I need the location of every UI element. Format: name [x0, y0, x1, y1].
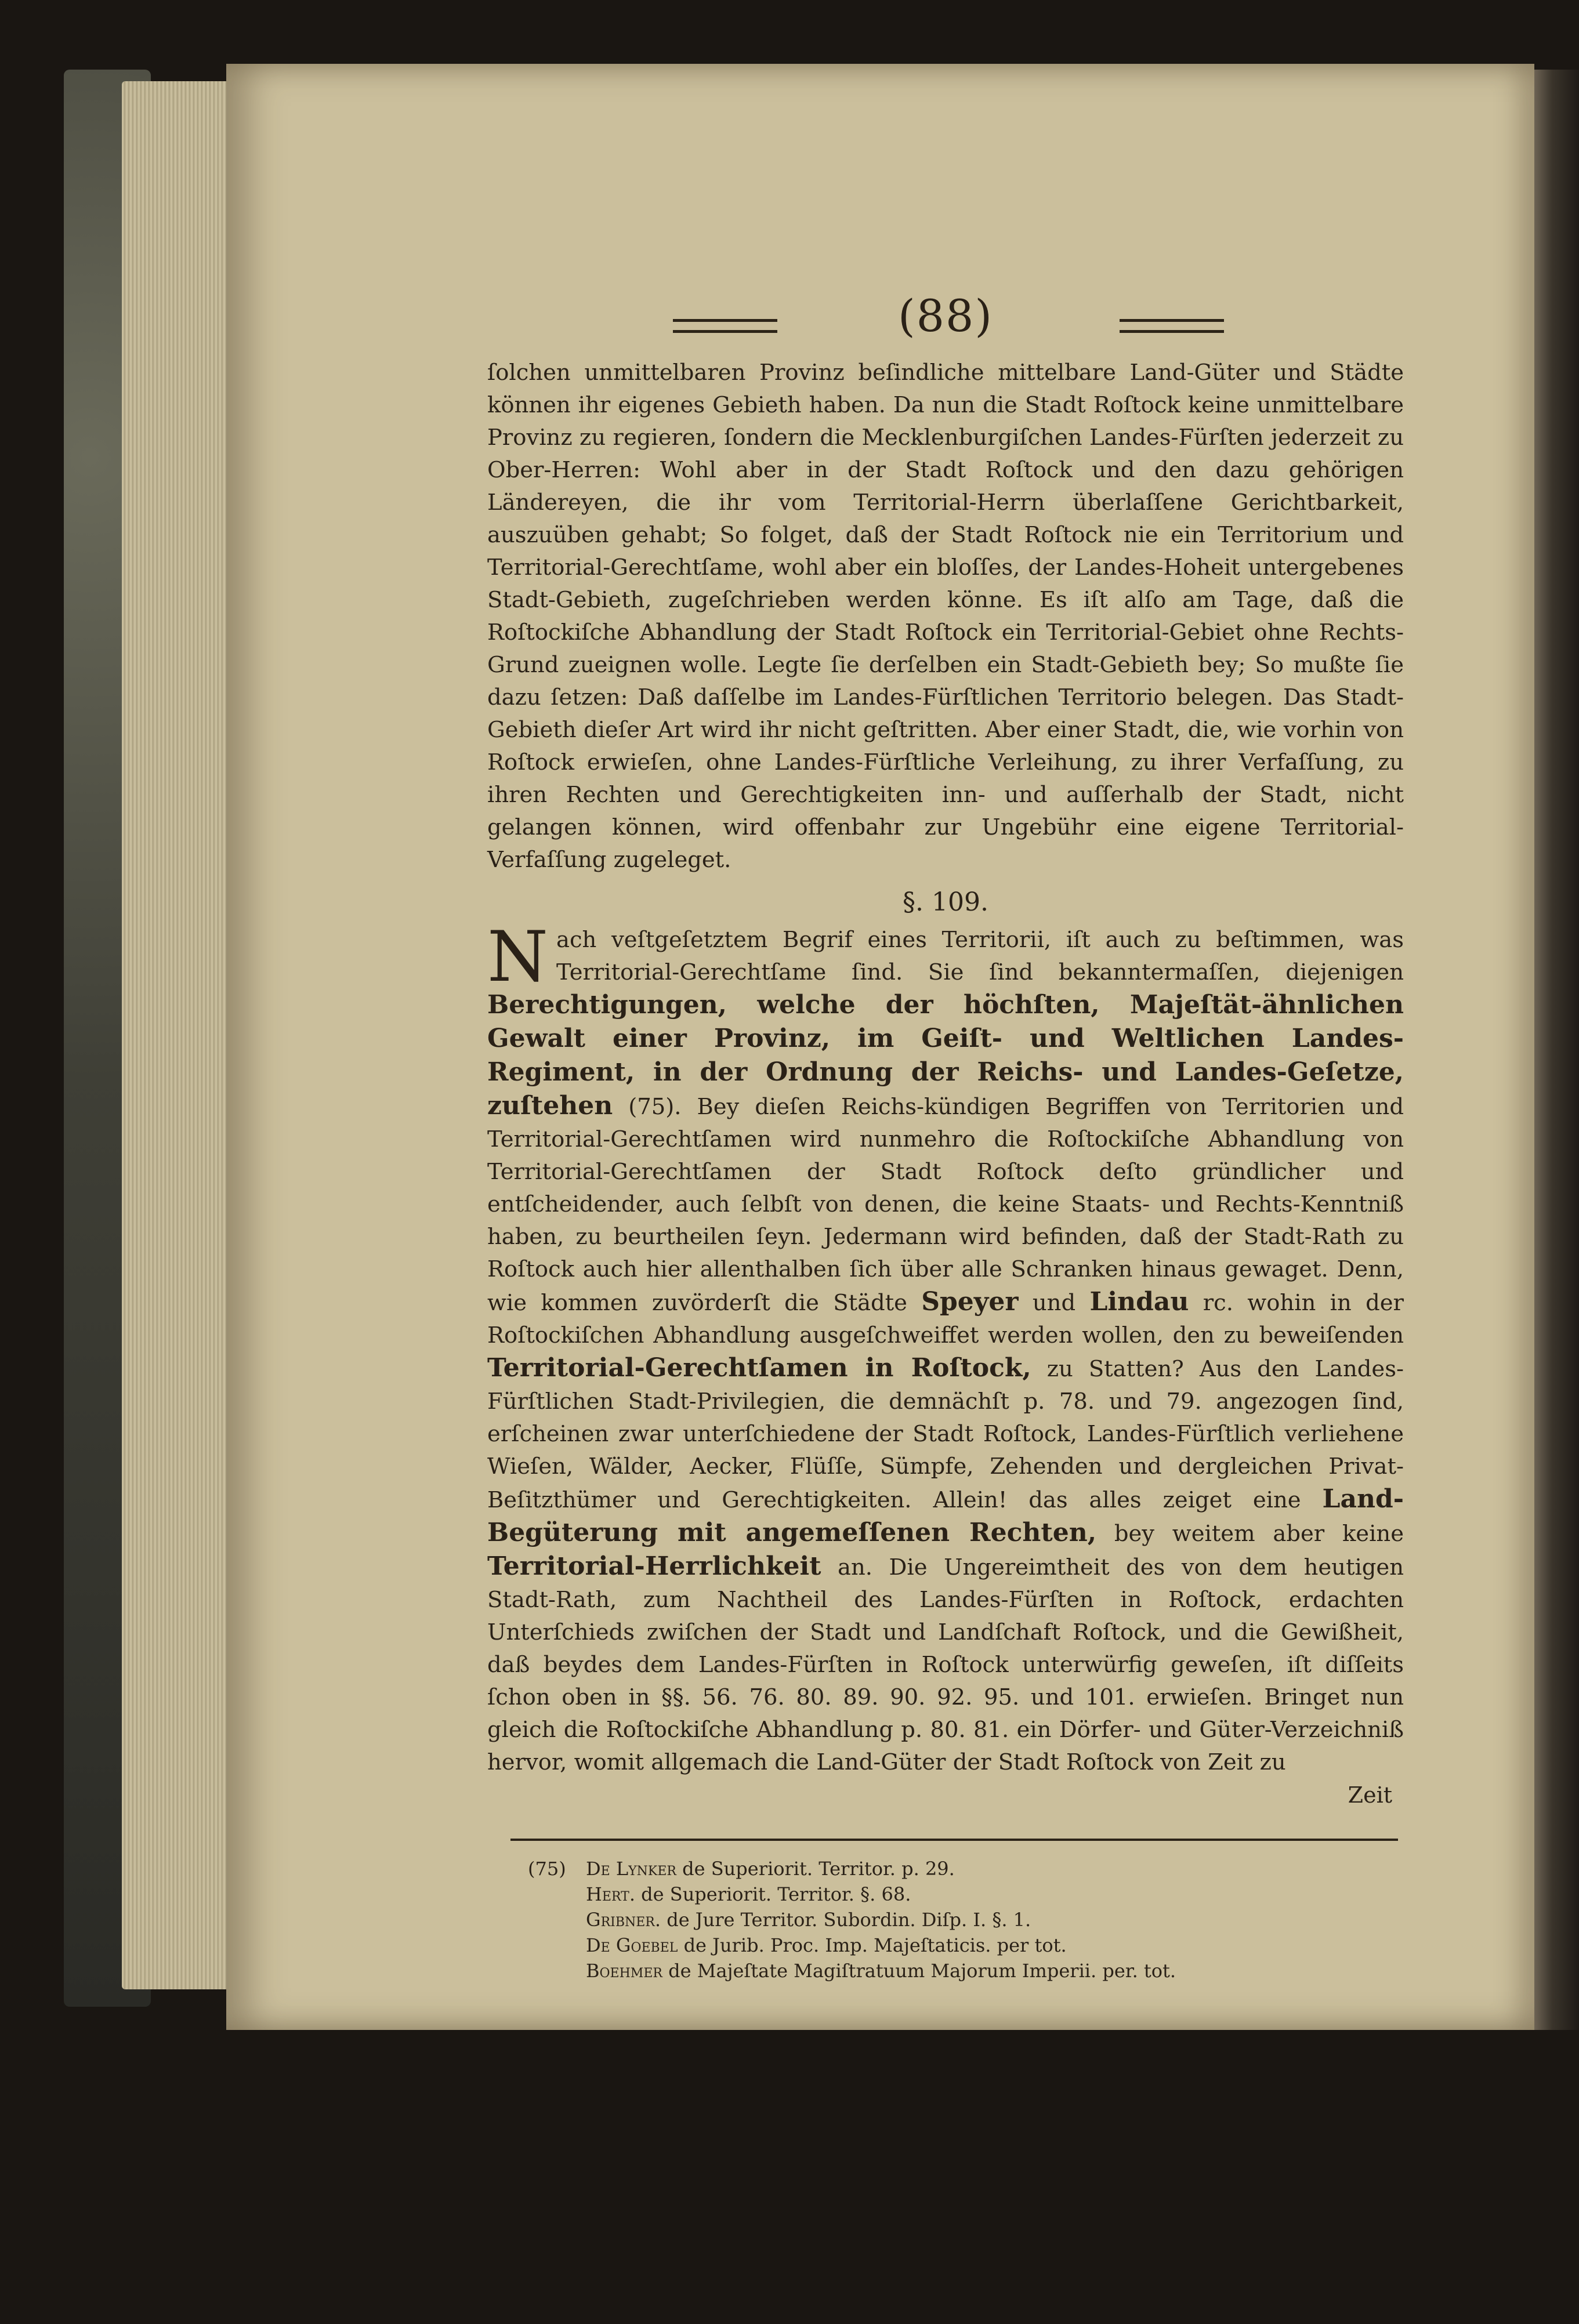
footnote-line: [528, 1907, 1398, 1933]
header-rule-left: [673, 319, 777, 333]
paragraph-2-part-f: bey weitem aber keine: [1114, 1521, 1404, 1547]
footnote-author: Gribner.: [586, 1909, 661, 1931]
footnotes: [528, 1856, 1398, 1984]
facing-page-edge: [1534, 70, 1579, 2030]
paragraph-1: ſolchen unmittelbaren Provinz beſindliche mittelbare Land-Güter und Städte können ihr eigenes Gebieth haben. Da nun die Stadt Roſtock keine unmittelbare Provinz zu regieren, ſondern die Mecklenburgiſchen Landes-Fürſten jederzeit zu Ober-Herren: Wohl aber in der Stadt Roſtock und den dazu gehörigen Ländereyen, die ihr vom Territorial-Herrn überlaſſene Gerichtbarkeit, auszuüben gehabt; So folget, daß der Stadt Roſtock nie ein Territorium und Territorial-Gerechtſame, wohl aber ein bloſſes, der Landes-Hoheit untergebenes Stadt-Gebieth, zugeſchrieben werden könne. Es iſt alſo am Tage, daß die Roſtockiſche Abhandlung der Stadt Roſtock ein Territorial-Gebiet ohne Rechts-Grund zueignen wolle. Legte ſie derſelben ein Stadt-Gebieth bey; So mußte ſie dazu ſetzen: Daß daſſelbe im Landes-Fürſtlichen Territorio belegen. Das Stadt-Gebieth dieſer Art wird ihr nicht geſtritten. Aber einer Stadt, die, wie vorhin von Roſtock erwieſen, ohne Landes-Fürſtliche Verleihung, zu ihrer Verfaſſung, zu ihren Rechten und Gerechtigkeiten inn- und auſſerhalb der Stadt, nicht gelangen können, wird offenbahr zur Ungebühr eine eigene Territorial-Verfaſſung zugeleget.: [487, 360, 1404, 873]
paragraph-2-part-g: an. Die Ungereimtheit des von dem heutigen Stadt-Rath, zum Nachtheil des Landes-Fürſten in Roſtock, erdachten Unterſchieds zwiſchen der Stadt und Landſchaft Roſtock, und die Gewißheit, daß beydes dem Landes-Fürſten in Roſtock unterwürfig geweſen, iſt diſſeits ſchon oben in §§. 56. 76. 80. 89. 90. 92. 95. und 101. erwieſen. Bringet nun gleich die Roſtockiſche Abhandlung p. 80. 81. ein Dörfer- und Güter-Verzeichniß hervor, womit allgemach die Land-Güter der Stadt Roſtock von Zeit zu: [487, 1554, 1404, 1775]
emphasis-definition: Berechtigungen, welche der höchſten, Majeſtät-ähnlichen Gewalt einer Provinz, im Geiſt- und Weltlichen Landes-Regiment, in der Ordnung der Reichs- und Landes-Geſetze, zuſtehen: [487, 990, 1404, 1121]
page-number: (88): [897, 290, 993, 342]
footnote-author: De Goebel: [586, 1934, 678, 1956]
emphasis-territorial-rights: Territorial-Gerechtſamen in Roſtock,: [487, 1353, 1031, 1383]
section-heading: §. 109.: [903, 887, 988, 917]
paragraph-2-part-c: und: [1032, 1290, 1076, 1316]
footnote-line: [528, 1933, 1398, 1958]
emphasis-lindau: Lindau: [1089, 1287, 1189, 1317]
paragraph-2-part-e: zu Statten? Aus den Landes-Fürſtlichen Stadt-Privilegien, die demnächſt p. 78. und 79. angezogen ſind, erſcheinen zwar unterſchiedene der Stadt Roſtock, Landes-Fürſtlich verliehene Wieſen, Wälder, Aecker, Flüſſe, Sümpfe, Zehenden und dergleichen Privat-Beſitzthümer und Gerechtigkeiten. Allein! das alles zeiget eine: [487, 1356, 1404, 1513]
footnote-line: [528, 1856, 1398, 1881]
footnote-author: Hert.: [586, 1883, 635, 1905]
footnote-text: de Superiorit. Territor. §. 68.: [641, 1883, 911, 1905]
paragraph-2-part-d: rc. wohin in der Roſtockiſchen Abhandlung ausgeſchweiffet werden wollen, den zu beweiſenden: [487, 1290, 1404, 1348]
footnote-text: de Jurib. Proc. Imp. Majeſtaticis. per tot.: [683, 1934, 1067, 1956]
emphasis-territorial-lordship: Territorial-Herrlichkeit: [487, 1551, 821, 1581]
footnote-text: de Jure Territor. Subordin. Diſp. I. §. 1.: [667, 1909, 1031, 1931]
body-text: [487, 357, 1404, 1811]
paragraph-2-part-a: ach veſtgeſetztem Begrif eines Territorii, iſt auch zu beſtimmen, was Territorial-Gerechtſame ſind. Sie ſind bekanntermaſſen, diejenigen: [556, 927, 1404, 985]
footnote-line: [528, 1881, 1398, 1907]
header-rule-right: [1120, 319, 1224, 333]
footnote-text: de Majeſtate Magiſtratuum Majorum Imperii. per. tot.: [668, 1960, 1176, 1982]
catchword: Zeit: [1348, 1782, 1392, 1808]
footnote-line: [528, 1958, 1398, 1984]
emphasis-land-estate: Land-Begüterung mit angemeſſenen Rechten,: [487, 1484, 1404, 1547]
footnote-number: (75): [528, 1858, 566, 1880]
paragraph-2-part-b: (75). Bey dieſen Reichs-kündigen Begriffen von Territorien und Territorial-Gerechtſamen wird nunmehro die Roſtockiſche Abhandlung von Territorial-Gerechtſamen der Stadt Roſtock deſto gründlicher und entſcheidender, auch ſelbſt von denen, die keine Staats- und Rechts-Kenntniß haben, zu beurtheilen ſeyn. Jedermann wird befinden, daß der Stadt-Rath zu Roſtock auch hier allenthalben ſich über alle Schranken hinaus gewaget. Denn, wie kommen zuvörderſt die Städte: [487, 1094, 1404, 1316]
emphasis-speyer: Speyer: [921, 1287, 1019, 1317]
footnote-rule: [510, 1839, 1398, 1841]
paragraph-2: [487, 917, 1404, 1779]
footnote-text: de Superiorit. Territor. p. 29.: [682, 1858, 955, 1880]
drop-cap: N: [487, 917, 548, 998]
footnote-author: De Lynker: [586, 1858, 676, 1880]
footnote-author: Boehmer: [586, 1960, 662, 1982]
page-header: [487, 290, 1404, 354]
page-stack: [122, 81, 238, 1989]
